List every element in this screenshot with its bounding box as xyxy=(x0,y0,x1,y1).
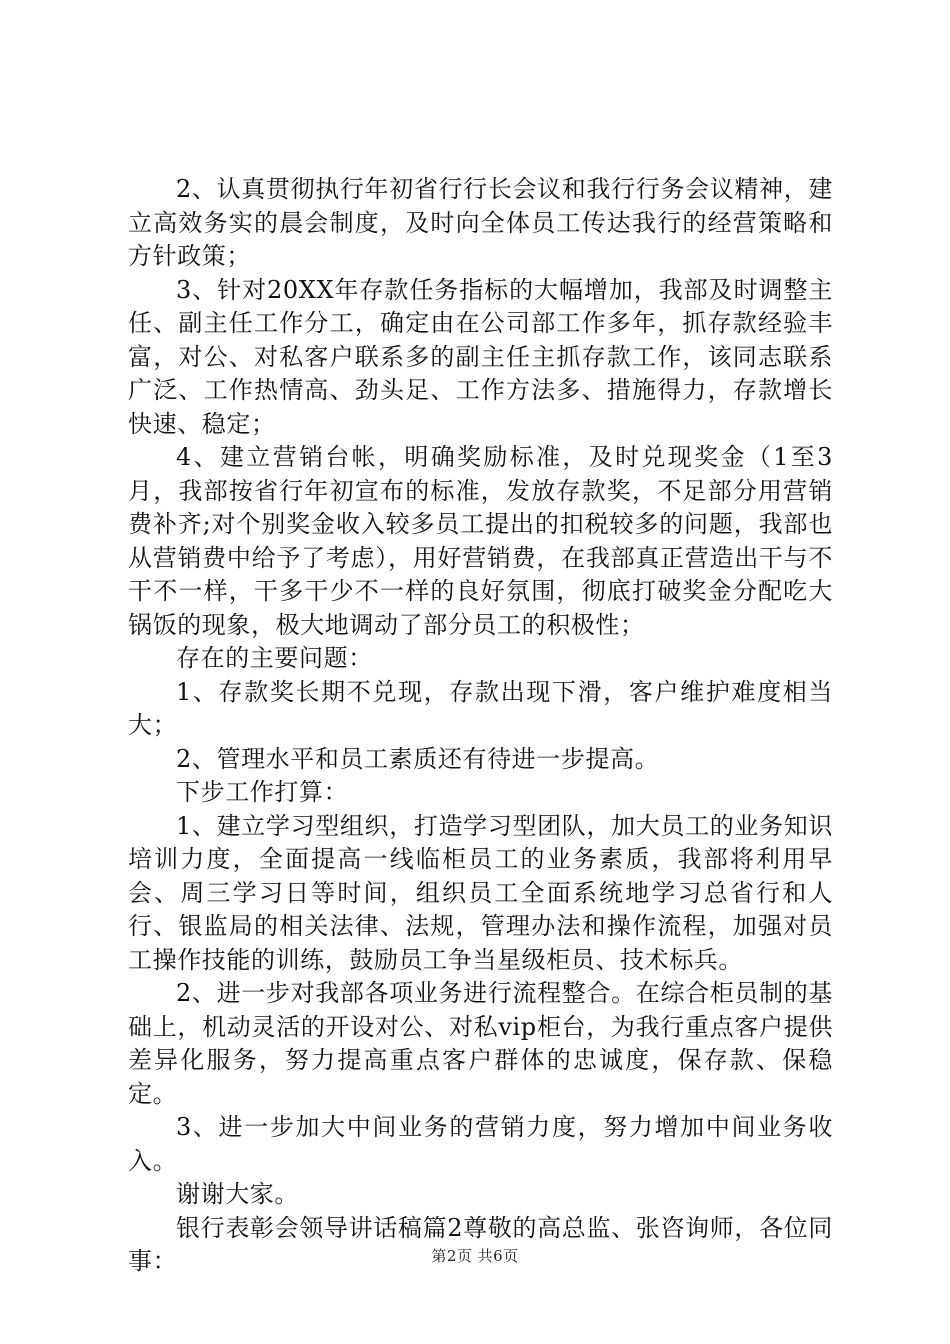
page-number-footer: 第2页 共6页 xyxy=(431,1247,519,1265)
document-body xyxy=(128,173,833,1279)
paragraph-item-2: 2、认真贯彻执行年初省行行长会议和我行行务会议精神，建立高效务实的晨会制度，及时向全体员工传达我行的经营策略和方针政策； xyxy=(128,175,833,270)
closing-thanks: 谢谢大家。 xyxy=(176,1180,299,1208)
problem-item-2: 2、管理水平和员工素质还有待进一步提高。 xyxy=(176,744,660,773)
section-heading-next-steps: 下步工作打算： xyxy=(176,778,349,806)
plan-item-2: 2、进一步对我部各项业务进行流程整合。在综合柜员制的基础上，机动灵活的开设对公、对私vip柜台，为我行重点客户提供差异化服务，努力提高重点客户群体的忠诚度，保存款、保稳定。 xyxy=(128,979,833,1108)
paragraph-item-3: 3、针对20XX年存款任务指标的大幅增加，我部及时调整主任、副主任工作分工，确定由在公司部工作多年，抓存款经验丰富，对公、对私客户联系多的副主任主抓存款工作，该同志联系广泛、工作热情高、劲头足、工作方法多、措施得力，存款增长快速、稳定； xyxy=(128,275,833,438)
plan-item-1: 1、建立学习型组织，打造学习型团队，加大员工的业务知识培训力度，全面提高一线临柜员工的业务素质，我部将利用早会、周三学习日等时间，组织员工全面系统地学习总省行和人行、银监局的相关法律、法规，管理办法和操作流程，加强对员工操作技能的训练，鼓励员工争当星级柜员、技术标兵。 xyxy=(128,811,833,974)
problem-item-1: 1、存款奖长期不兑现，存款出现下滑，客户维护难度相当大； xyxy=(128,677,833,739)
paragraph-item-4: 4、建立营销台帐，明确奖励标准，及时兑现奖金（1至3月，我部按省行年初宣布的标准，发放存款奖，不足部分用营销费补齐;对个别奖金收入较多员工提出的扣税较多的问题，我部也从营销费中给予了考虑），用好营销费，在我部真正营造出干与不干不一样，干多干少不一样的良好氛围，彻底打破奖金分配吃大锅饭的现象，极大地调动了部分员工的积极性； xyxy=(128,443,833,639)
next-speech-opening: 银行表彰会领导讲话稿篇2尊敬的高总监、张咨询师，各位同事： xyxy=(128,1213,833,1275)
section-heading-problems: 存在的主要问题： xyxy=(176,644,373,672)
plan-item-3: 3、进一步加大中间业务的营销力度，努力增加中间业务收入。 xyxy=(128,1113,833,1175)
